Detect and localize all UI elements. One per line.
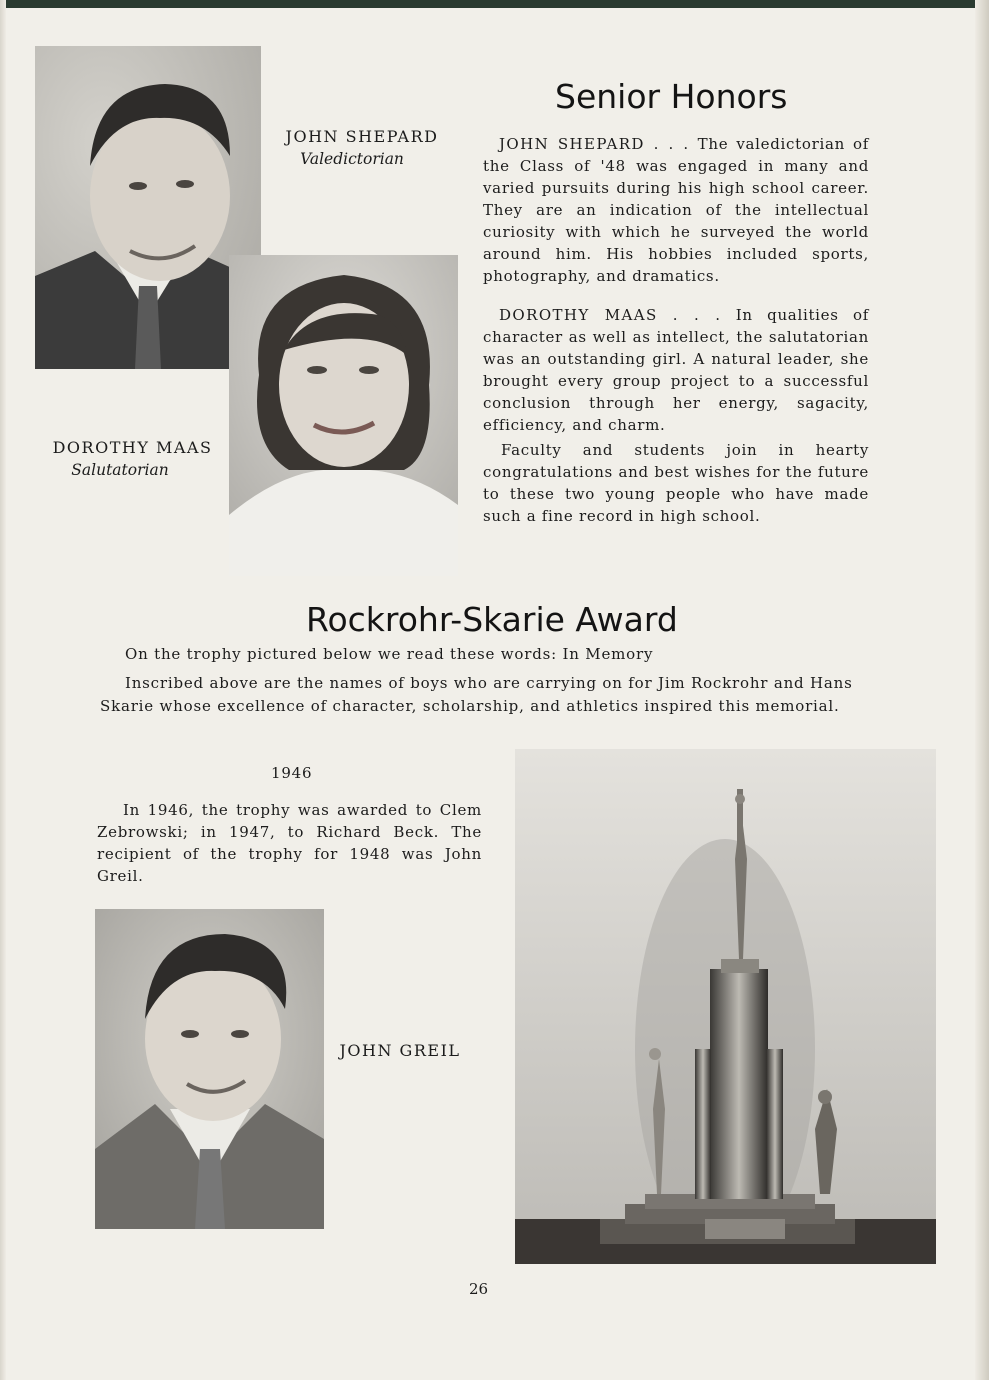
john-shepard-portrait bbox=[35, 46, 261, 369]
trophy-photo bbox=[515, 749, 936, 1264]
congratulations-paragraph bbox=[483, 439, 869, 527]
paragraph-text: In qualities of character as well as intellect, the salutatorian was an outstanding girl. A natural leader, she brought every group project to a successful conclusion through her energy, sagacity, efficiency, and charm. bbox=[483, 306, 869, 434]
valedictorian-name: JOHN SHEPARD bbox=[285, 127, 439, 146]
john-greil-portrait bbox=[95, 909, 324, 1229]
page-right-edge bbox=[975, 0, 989, 1380]
salutatorian-title: Salutatorian bbox=[71, 461, 169, 479]
award-year: 1946 bbox=[271, 764, 313, 782]
dorothy-maas-portrait bbox=[229, 255, 458, 576]
page-left-edge bbox=[0, 0, 6, 1380]
john-shepard-paragraph bbox=[483, 133, 869, 287]
paragraph-lead: DOROTHY MAAS . . . bbox=[499, 306, 722, 324]
dorothy-maas-paragraph bbox=[483, 304, 869, 436]
salutatorian-name: DOROTHY MAAS bbox=[52, 438, 213, 457]
valedictorian-title: Valedictorian bbox=[300, 150, 404, 168]
paragraph-text: The valedictorian of the Class of '48 was engaged in many and varied pursuits during his high school career. They are an indication of the intellectual curiosity with which he surveyed the world around him. His hobbies included sports, photography, and dramatics. bbox=[483, 135, 869, 285]
page-top-edge bbox=[0, 0, 989, 8]
award-recipient-name: JOHN GREIL bbox=[339, 1041, 461, 1060]
award-inscription-line-2: Skarie whose excellence of character, scholarship, and athletics inspired this memorial. bbox=[100, 697, 840, 715]
award-intro-line: On the trophy pictured below we read these words: In Memory bbox=[125, 645, 654, 663]
paragraph-text: Faculty and students join in hearty congratulations and best wishes for the future to these two young people who have made such a fine record in high school. bbox=[483, 441, 869, 525]
page-number: 26 bbox=[469, 1280, 489, 1298]
award-inscription-line-1: Inscribed above are the names of boys who are carrying on for Jim Rockrohr and Hans bbox=[125, 674, 853, 692]
paragraph-text: In 1946, the trophy was awarded to Clem Zebrowski; in 1947, to Richard Beck. The recipient of the trophy for 1948 was John Greil. bbox=[97, 801, 482, 885]
award-heading: Rockrohr-Skarie Award bbox=[306, 600, 678, 639]
award-history-paragraph bbox=[97, 799, 482, 887]
paragraph-lead: JOHN SHEPARD . . . bbox=[499, 135, 690, 153]
senior-honors-heading: Senior Honors bbox=[555, 77, 788, 116]
